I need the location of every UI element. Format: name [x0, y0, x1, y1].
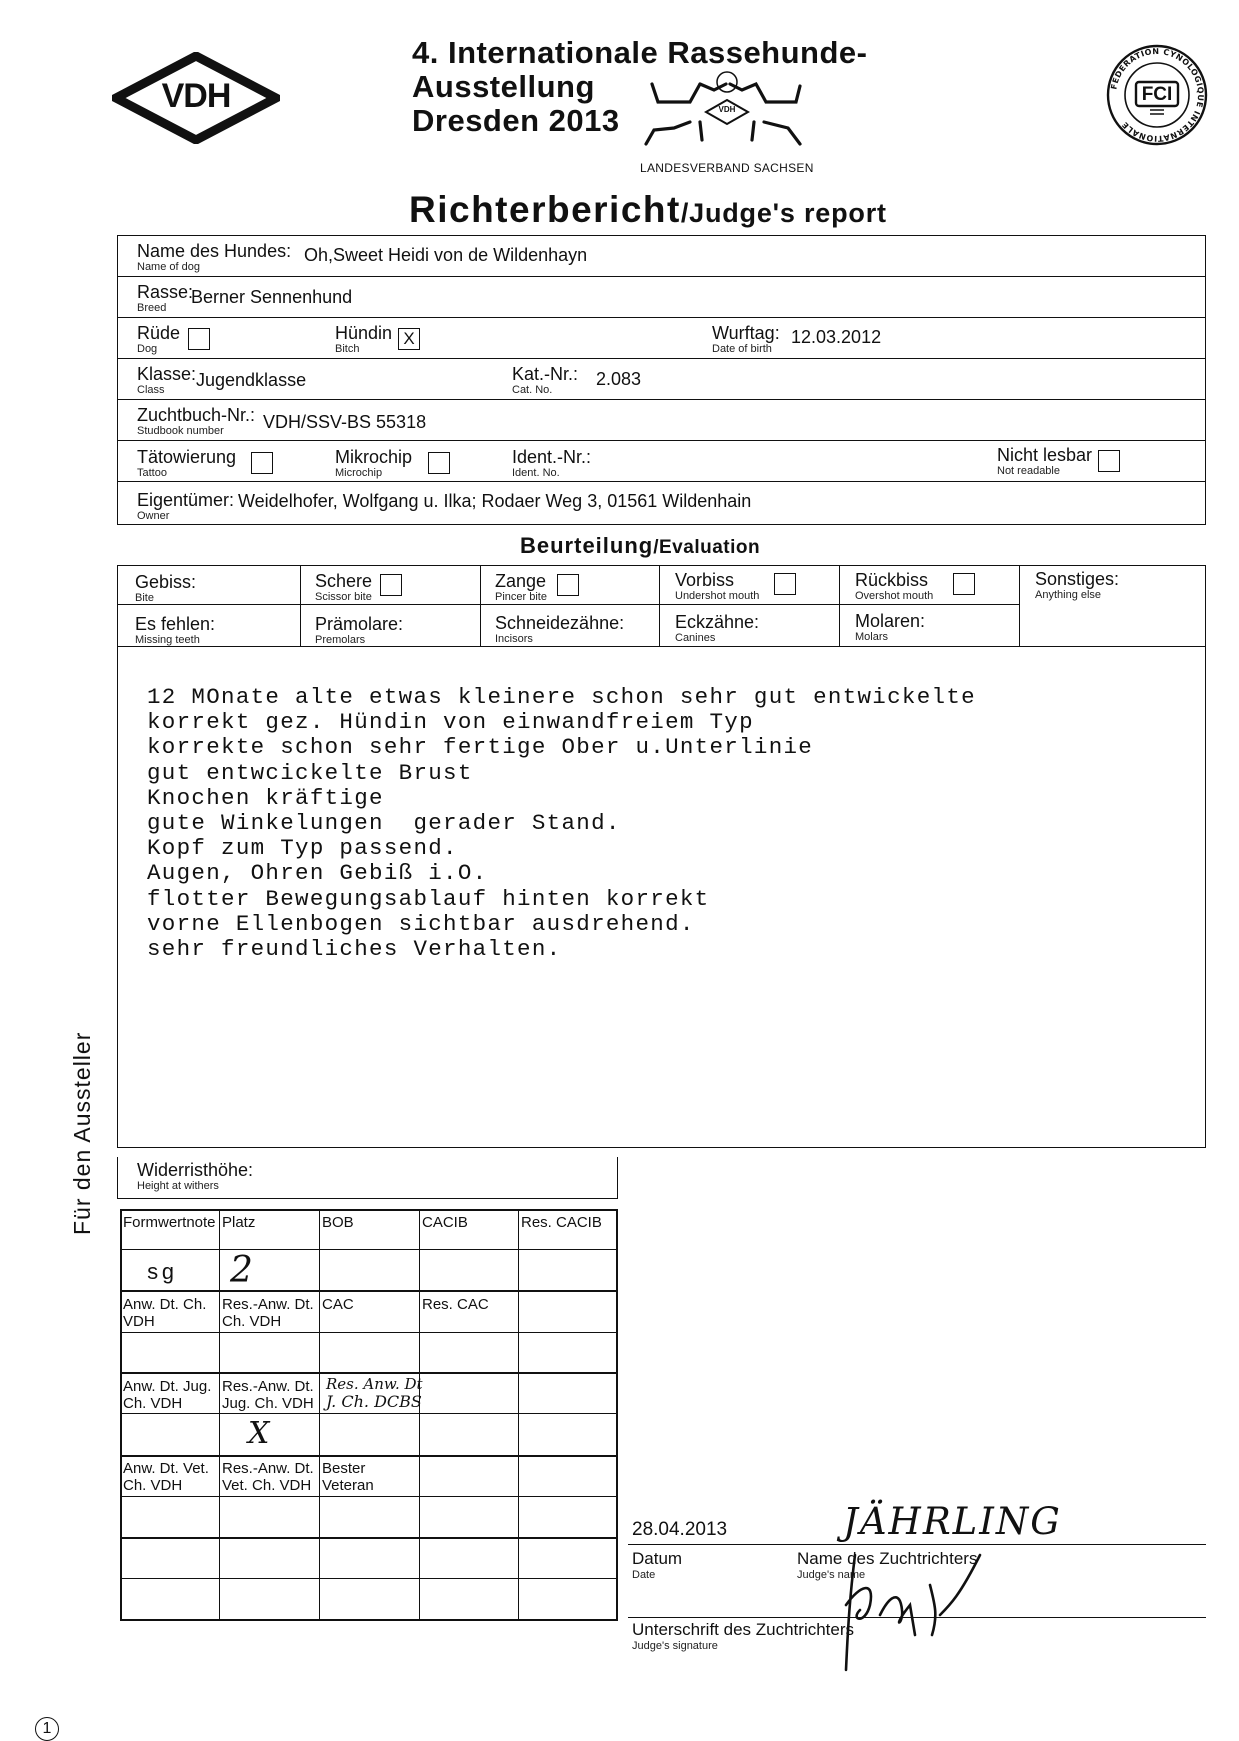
award-head-place: Platz [222, 1214, 256, 1231]
report-title-main: Richterbericht [409, 189, 681, 230]
place-value: 2 [230, 1250, 253, 1291]
report-line: Augen, Ohren Gebiß i.O. [147, 860, 488, 887]
date-value: 28.04.2013 [632, 1519, 728, 1540]
breed-value: Berner Sennenhund [191, 287, 353, 307]
award-res-ch-vdh: Res.-Anw. Dt. Ch. VDH [222, 1296, 314, 1330]
date-label: Datum Date [632, 1549, 683, 1581]
emblem-badge-text: VDH [718, 105, 736, 114]
molars-label: Molaren: Molars [855, 611, 926, 643]
landesverband-text: LANDESVERBAND SACHSEN [640, 161, 814, 175]
report-line: korrekt gez. Hündin von einwandfreiem Typ [147, 709, 754, 736]
class-label: Klasse: Class [137, 364, 197, 396]
scissor-bite-checkbox[interactable] [380, 574, 402, 596]
overshot-label: Rückbiss Overshot mouth [855, 570, 934, 602]
award-head-bob: BOB [322, 1214, 354, 1231]
report-line: vorne Ellenbogen sichtbar ausdrehend. [147, 910, 695, 937]
pincer-bite-checkbox[interactable] [557, 574, 579, 596]
award-head-res-cacib: Res. CACIB [521, 1214, 602, 1231]
award-vet-ch-vdh: Anw. Dt. Vet. Ch. VDH [123, 1460, 209, 1494]
award-cac: CAC [322, 1296, 354, 1313]
report-title-sub: /Judge's report [680, 198, 887, 228]
award-best-veteran: Bester Veteran [322, 1460, 374, 1494]
report-line: gut entwcickelte Brust [147, 759, 473, 786]
side-label: Für den Aussteller [69, 1031, 95, 1235]
award-res-vet-ch-vdh: Res.-Anw. Dt. Vet. Ch. VDH [222, 1460, 314, 1494]
owner-value: Weidelhofer, Wolfgang u. Ilka; Rodaer Weg 3, 01561 Wildenhain [238, 491, 752, 511]
bite-label: Gebiss: Bite [135, 572, 197, 604]
judge-name-label: Name des Zuchtrichters Judge's name [797, 1549, 978, 1581]
ident-no-label: Ident.-Nr.: Ident. No. [512, 447, 592, 479]
hand-note-line-1: Res. Anw. Dt [326, 1375, 423, 1393]
page-number: 1 [35, 1717, 59, 1741]
scissor-bite-label: Schere Scissor bite [315, 571, 373, 603]
overshot-checkbox[interactable] [953, 573, 975, 595]
show-title-line-1: 4. Internationale Rassehunde- [412, 35, 868, 70]
studbook-label: Zuchtbuch-Nr.: Studbook number [137, 405, 256, 437]
microchip-checkbox[interactable] [428, 452, 450, 474]
grade-value: sg [146, 1261, 177, 1286]
award-res-cac: Res. CAC [422, 1296, 489, 1313]
show-title-line-2: Ausstellung [412, 69, 595, 104]
vdh-logo-text: VDH [161, 77, 231, 115]
dog-name-label: Name des Hundes: Name of dog [137, 241, 292, 273]
evaluation-title: Beurteilung/Evaluation [520, 533, 761, 558]
vdh-logo [112, 52, 280, 144]
not-readable-label: Nicht lesbar Not readable [997, 445, 1093, 477]
female-checkbox[interactable]: X [398, 328, 420, 350]
dob-label: Wurftag: Date of birth [712, 323, 780, 355]
female-label: Hündin Bitch [335, 323, 393, 355]
dog-name-value: Oh,Sweet Heidi von de Wildenhayn [304, 245, 588, 265]
show-title-line-3: Dresden 2013 [412, 103, 620, 138]
cat-no-label: Kat.-Nr.: Cat. No. [512, 364, 579, 396]
dob-value: 12.03.2012 [791, 327, 882, 347]
award-head-grade: Formwertnote [123, 1214, 216, 1231]
report-line: flotter Bewegungsablauf hinten korrekt [147, 885, 710, 912]
withers-label: Widerristhöhe: Height at withers [137, 1160, 254, 1192]
tattoo-checkbox[interactable] [251, 452, 273, 474]
missing-teeth-label: Es fehlen: Missing teeth [135, 614, 216, 646]
fci-logo-text: FCI [1141, 84, 1173, 105]
award-ch-vdh: Anw. Dt. Ch. VDH [123, 1296, 207, 1330]
cross-mark: X [248, 1416, 270, 1451]
male-checkbox[interactable] [188, 328, 210, 350]
report-line: sehr freundliches Verhalten. [147, 936, 562, 963]
judge-signature [820, 1525, 1000, 1675]
other-label: Sonstiges: Anything else [1035, 569, 1120, 601]
undershot-label: Vorbiss Undershot mouth [675, 570, 760, 602]
report-line: 12 MOnate alte etwas kleinere schon sehr gut entwickelte [147, 684, 976, 710]
signature-label: Unterschrift des Zuchtrichters Judge's signature [632, 1620, 855, 1652]
owner-label: Eigentümer: Owner [137, 490, 235, 522]
report-text [147, 685, 976, 962]
award-jug-ch-vdh: Anw. Dt. Jug. Ch. VDH [123, 1378, 212, 1412]
incisors-label: Schneidezähne: Incisors [495, 613, 625, 645]
pincer-bite-label: Zange Pincer bite [495, 571, 547, 603]
hand-note-line-2: J. Ch. DCBS [326, 1392, 422, 1411]
class-value: Jugendklasse [196, 370, 307, 390]
award-res-jug-ch-vdh: Res.-Anw. Dt. Jug. Ch. VDH [222, 1378, 314, 1412]
report-line: korrekte schon sehr fertige Ober u.Unterlinie [147, 734, 814, 761]
undershot-checkbox[interactable] [774, 573, 796, 595]
landesverband-emblem [640, 70, 815, 152]
judge-name-value: JÄHRLING [843, 1500, 1062, 1543]
tattoo-label: Tätowierung Tattoo [137, 447, 237, 479]
microchip-label: Mikrochip Microchip [335, 447, 413, 479]
canines-label: Eckzähne: Canines [675, 612, 760, 644]
studbook-value: VDH/SSV-BS 55318 [263, 412, 427, 432]
report-title [409, 189, 887, 231]
report-line: Knochen kräftige [147, 784, 384, 811]
male-label: Rüde Dog [137, 323, 181, 355]
award-head-cacib: CACIB [422, 1214, 468, 1231]
report-line: Kopf zum Typ passend. [147, 835, 458, 862]
not-readable-checkbox[interactable] [1098, 450, 1120, 472]
premolars-label: Prämolare: Premolars [315, 614, 404, 646]
report-line: gute Winkelungen gerader Stand. [147, 810, 621, 837]
fci-logo [1106, 44, 1208, 146]
cat-no-value: 2.083 [596, 369, 642, 389]
fci-ring-text: FEDERATION CYNOLOGIQUE INTERNATIONALE [1109, 46, 1206, 144]
breed-label: Rasse: Breed [137, 282, 194, 314]
awards-table [120, 1209, 618, 1621]
